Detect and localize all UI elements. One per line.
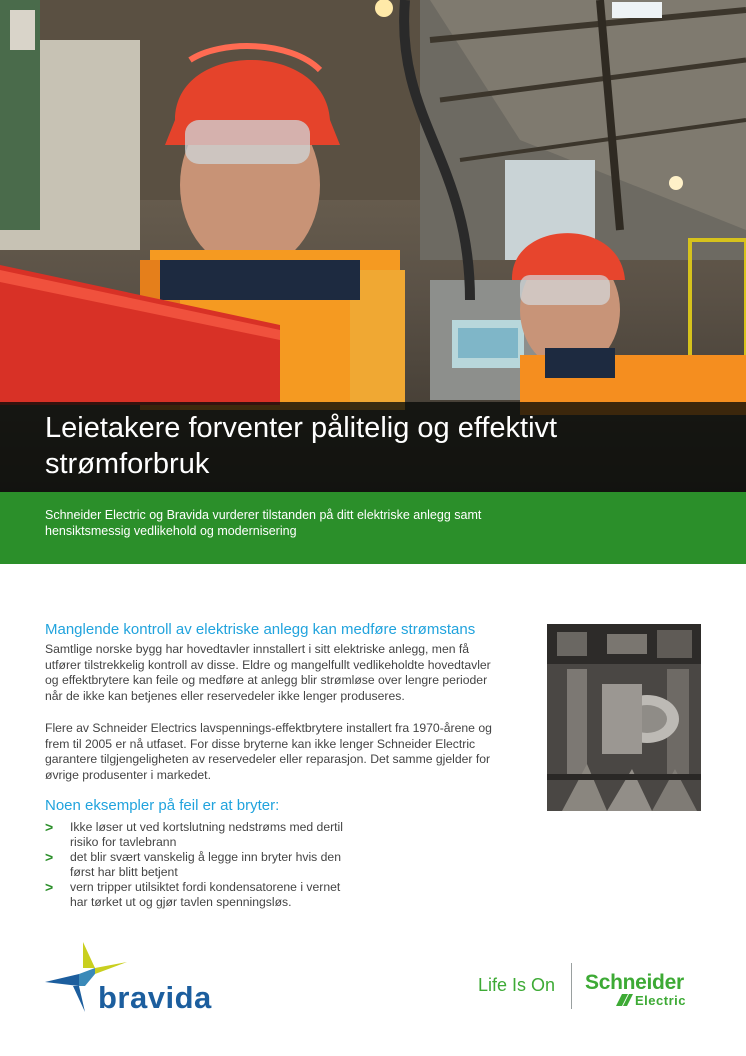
list-item (45, 880, 345, 910)
electric-wordmark: Electric (635, 993, 686, 1008)
list-item (45, 850, 345, 880)
schneider-wordmark: Schneider (585, 971, 684, 994)
list-item-text: vern tripper utilsiktet fordi kondensatorene i vernet har tørket ut og gjør tavlen spenningsløs. (70, 880, 341, 910)
subtitle: Schneider Electric og Bravida vurderer tilstanden på ditt elektriske anlegg samt hensiktsmessig vedlikehold og modernisering (45, 508, 482, 538)
section2-heading: Noen eksempler på feil er at bryter: (45, 797, 280, 814)
breaker-photo (547, 624, 701, 811)
list-item (45, 820, 345, 850)
logo-divider (571, 963, 572, 1009)
breaker-illustration (547, 624, 701, 811)
section1-paragraph1: Samtlige norske bygg har hovedtavler innstallert i sitt elektriske anlegg, men få utfører tilstrekkelig kontroll av disse. Eldre og mangelfullt vedlikeholdte hovedtavler og effektbrytere kan feile og medføre at anlegg blir strømløse over lengre perioder når de ikke kan betjenes eller reservedeler ikke lenger produseres. (45, 642, 491, 703)
section1-heading: Manglende kontroll av elektriske anlegg kan medføre strømstans (45, 621, 476, 638)
list-item-text: Ikke løser ut ved kortslutning nedstrøms med dertil risiko for tavlebrann (70, 820, 343, 849)
list-item-text: det blir svært vanskelig å legge inn bryter hvis den først har blitt betjent (70, 850, 341, 880)
schneider-logo-icon (612, 992, 634, 1008)
section1-paragraph2: Flere av Schneider Electrics lavspennings-effektbrytere installert fra 1970-årene og frem til 2005 er nå utfaset. For disse bryterne kan ikke lenger Schneider Electric garantere tilgjengeligheten av reservedeler eller reparasjon. Det samme gjelder for øvrige produsenter i markedet. (45, 721, 492, 782)
page-title: Leietakere forventer pålitelig og effektivt strømforbruk (45, 412, 558, 480)
chevron-right-icon: > (45, 879, 54, 896)
chevron-right-icon: > (45, 819, 54, 835)
bravida-wordmark: bravida (98, 980, 212, 1015)
chevron-right-icon: > (45, 849, 54, 866)
bullet-list (45, 820, 345, 911)
lifeison-tagline: Life Is On (478, 975, 556, 995)
